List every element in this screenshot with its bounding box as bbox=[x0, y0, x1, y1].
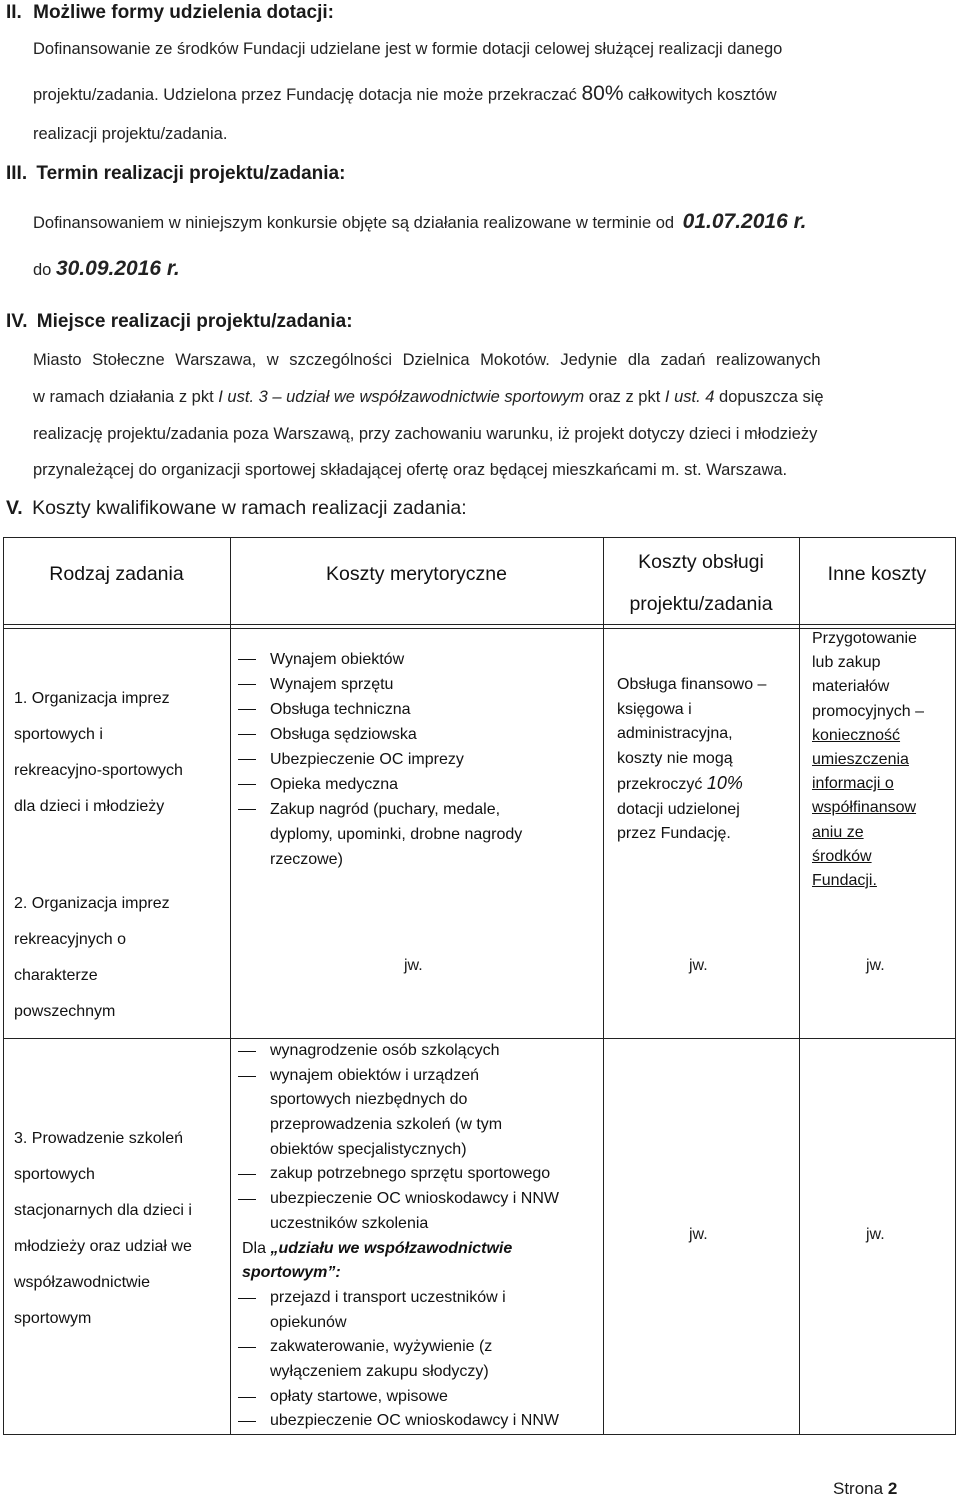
text: Dla bbox=[242, 1239, 267, 1257]
paragraph-line: realizację projektu/zadania poza Warszawą, przy zachowaniu warunku, iż projekt dotyczy dzieci i młodzieży bbox=[33, 425, 818, 443]
text-line: konieczność bbox=[812, 726, 901, 744]
text-line: sportowych i bbox=[14, 726, 103, 743]
section-title: Możliwe formy udzielenia dotacji: bbox=[33, 2, 334, 23]
paragraph-line: Dofinansowanie ze środków Fundacji udzielane jest w formie dotacji celowej służącej realizacji danego bbox=[33, 40, 783, 58]
text-line: sportowym bbox=[14, 1310, 92, 1327]
task-name bbox=[14, 681, 183, 825]
same-as-above: jw. bbox=[866, 1226, 885, 1243]
page-label: Strona bbox=[833, 1479, 884, 1498]
item-text: zakwaterowanie, wyżywienie (z bbox=[270, 1338, 493, 1356]
table-border bbox=[230, 537, 231, 1435]
text-line: sportowych bbox=[14, 1166, 95, 1183]
paragraph-line: przynależącej do organizacji sportowej składającej ofertę oraz będącej mieszkańcami m. st. Warszawa. bbox=[33, 461, 788, 479]
text: projektu/zadania. Udzielona przez Fundację dotacja nie może przekraczać bbox=[33, 86, 577, 104]
item-text: Obsługa techniczna bbox=[270, 701, 411, 718]
table-border bbox=[799, 537, 800, 1435]
table-border bbox=[3, 537, 956, 538]
text-line: Fundacji. bbox=[812, 872, 877, 890]
text-line: lub zakup bbox=[812, 654, 881, 672]
text-line: 2. Organizacja imprez bbox=[14, 895, 170, 912]
table-border bbox=[955, 537, 956, 1435]
item-text: wynagrodzenie osób szkolących bbox=[270, 1042, 500, 1059]
task-name bbox=[14, 886, 170, 1030]
list-item bbox=[236, 797, 522, 822]
list-item bbox=[236, 1286, 559, 1311]
item-continuation: opiekunów bbox=[270, 1313, 347, 1331]
item-text: wynajem obiektów i urządzeń bbox=[270, 1066, 479, 1084]
section-number: IV. bbox=[6, 311, 28, 332]
item-text: zakup potrzebnego sprzętu sportowego bbox=[270, 1165, 551, 1183]
text: do bbox=[33, 261, 52, 279]
list-item bbox=[236, 1039, 559, 1064]
section-number: V. bbox=[6, 497, 23, 519]
table-border bbox=[603, 537, 604, 1435]
text-italic: 4 bbox=[705, 388, 715, 406]
date-from: 01.07.2016 r. bbox=[682, 210, 807, 233]
item-continuation: wyłączeniem zakupu słodyczy) bbox=[270, 1362, 489, 1380]
text-line: informacji o bbox=[812, 775, 894, 793]
text-line: 1. Organizacja imprez bbox=[14, 690, 170, 707]
text: Jedynie dla zadań realizowanych bbox=[560, 351, 821, 369]
paragraph-line bbox=[33, 210, 806, 234]
page-footer bbox=[833, 1479, 897, 1499]
text-line: Przygotowanie bbox=[812, 630, 917, 647]
paragraph-line: realizacji projektu/zadania. bbox=[33, 125, 228, 143]
list-item bbox=[236, 772, 522, 797]
item-continuation: dyplomy, upominki, drobne nagrody bbox=[270, 826, 523, 843]
text-line: koszty nie mogą bbox=[617, 749, 733, 767]
item-text: opłaty startowe, wpisowe bbox=[270, 1387, 448, 1405]
text-bold-italic: sportowym”: bbox=[242, 1264, 341, 1282]
text: Miasto Stołeczne Warszawa, w szczególności Dzielnica Mokotów. bbox=[33, 351, 550, 369]
item-text: Wynajem obiektów bbox=[270, 651, 405, 668]
section-title: Termin realizacji projektu/zadania: bbox=[36, 163, 346, 184]
text-line: powszechnym bbox=[14, 1003, 116, 1020]
table-border bbox=[3, 1434, 956, 1435]
item-continuation: przeprowadzenia szkoleń (w tym bbox=[270, 1116, 503, 1134]
text: Dofinansowaniem w niniejszym konkursie objęte są działania realizowane w terminie od bbox=[33, 214, 675, 232]
text-line: rekreacyjnych o bbox=[14, 931, 127, 948]
item-text: Opieka medyczna bbox=[270, 776, 399, 793]
text-line: rekreacyjno-sportowych bbox=[14, 762, 183, 779]
list-item bbox=[236, 1187, 559, 1212]
page-number: 2 bbox=[887, 1479, 898, 1498]
text: oraz z pkt bbox=[588, 388, 661, 406]
item-text: Zakup nagród (puchary, medale, bbox=[270, 801, 501, 818]
text-line: dotacji udzielonej bbox=[617, 800, 740, 818]
paragraph-line bbox=[33, 257, 180, 281]
text-italic: I ust. bbox=[664, 388, 701, 406]
text-line: umieszczenia bbox=[812, 751, 909, 769]
list-item bbox=[236, 722, 522, 747]
text-line: charakterze bbox=[14, 967, 98, 984]
paragraph-line bbox=[33, 351, 821, 370]
column-header: Inne koszty bbox=[827, 563, 927, 585]
date-to: 30.09.2016 r. bbox=[55, 257, 180, 280]
text-line: środków bbox=[812, 847, 872, 865]
item-text: Obsługa sędziowska bbox=[270, 726, 417, 743]
same-as-above: jw. bbox=[689, 1226, 708, 1243]
same-as-above: jw. bbox=[866, 957, 885, 974]
list-item bbox=[236, 1162, 559, 1187]
paragraph-line bbox=[33, 388, 824, 407]
item-text: ubezpieczenie OC wnioskodawcy i NNW bbox=[270, 1412, 559, 1430]
text: przekroczyć bbox=[617, 776, 703, 793]
cost-list bbox=[236, 1039, 559, 1434]
text-line: księgowa i bbox=[617, 700, 692, 718]
text-line: materiałów bbox=[812, 678, 890, 696]
list-subheading bbox=[236, 1237, 559, 1262]
section-heading-iii bbox=[6, 163, 345, 185]
percent-value: 10% bbox=[706, 773, 743, 793]
text: całkowitych kosztów bbox=[628, 86, 777, 104]
item-text: Wynajem sprzętu bbox=[270, 676, 394, 693]
section-number: II. bbox=[6, 2, 22, 23]
item-text: ubezpieczenie OC wnioskodawcy i NNW bbox=[270, 1190, 559, 1208]
text-line: stacjonarnych dla dzieci i bbox=[14, 1202, 192, 1219]
task-name bbox=[14, 1121, 192, 1337]
section-title: Koszty kwalifikowane w ramach realizacji zadania: bbox=[32, 497, 467, 519]
section-heading-v bbox=[6, 497, 467, 520]
text-line: Obsługa finansowo – bbox=[617, 676, 767, 693]
text-line: 3. Prowadzenie szkoleń bbox=[14, 1130, 183, 1147]
paragraph-line bbox=[33, 82, 777, 106]
cost-list bbox=[236, 647, 522, 872]
text-line: promocyjnych – bbox=[812, 702, 925, 720]
column-header: Rodzaj zadania bbox=[49, 563, 184, 585]
column-header: Koszty merytoryczne bbox=[326, 563, 507, 585]
section-heading-iv bbox=[6, 311, 353, 333]
same-as-above: jw. bbox=[689, 957, 708, 974]
item-continuation: obiektów specjalistycznych) bbox=[270, 1140, 467, 1158]
section-heading-ii bbox=[6, 2, 334, 24]
section-title: Miejsce realizacji projektu/zadania: bbox=[36, 311, 353, 332]
table-border bbox=[3, 537, 4, 1435]
other-cost bbox=[812, 627, 924, 893]
text-line: przez Fundację. bbox=[617, 825, 731, 842]
item-continuation: rzeczowe) bbox=[270, 851, 343, 868]
text-line: dla dzieci i młodzieży bbox=[14, 798, 165, 815]
list-item bbox=[236, 1385, 559, 1410]
text-bold-italic: „udziału we współzawodnictwie bbox=[270, 1239, 513, 1257]
text-line bbox=[617, 771, 766, 798]
list-item bbox=[236, 1409, 559, 1434]
table-border bbox=[3, 624, 956, 625]
list-item bbox=[236, 1335, 559, 1360]
list-subheading bbox=[236, 1261, 559, 1286]
text-line: młodzieży oraz udział we bbox=[14, 1238, 192, 1255]
header-line: Koszty obsługi bbox=[638, 551, 764, 573]
column-header bbox=[603, 541, 799, 625]
service-cost bbox=[617, 673, 766, 847]
text-line: administracyjna, bbox=[617, 725, 733, 742]
item-text: Ubezpieczenie OC imprezy bbox=[270, 751, 464, 768]
text-line: współzawodnictwie bbox=[14, 1274, 151, 1291]
list-item bbox=[236, 672, 522, 697]
text: dopuszcza się bbox=[719, 388, 824, 406]
list-item bbox=[236, 647, 522, 672]
item-text: przejazd i transport uczestników i bbox=[270, 1288, 506, 1306]
header-line: projektu/zadania bbox=[629, 593, 773, 615]
same-as-above: jw. bbox=[404, 957, 423, 974]
item-continuation: sportowych niezbędnych do bbox=[270, 1091, 468, 1109]
text-line: współfinansow bbox=[812, 799, 917, 817]
text-italic: I ust. 3 – udział we współzawodnictwie sportowym bbox=[218, 388, 585, 406]
text: w ramach działania z pkt bbox=[33, 388, 214, 406]
list-item bbox=[236, 1064, 559, 1089]
list-item bbox=[236, 697, 522, 722]
percent-value: 80% bbox=[581, 82, 624, 105]
list-item bbox=[236, 747, 522, 772]
item-continuation: uczestników szkolenia bbox=[270, 1214, 429, 1232]
text-line: aniu ze bbox=[812, 823, 864, 841]
section-number: III. bbox=[6, 163, 28, 184]
